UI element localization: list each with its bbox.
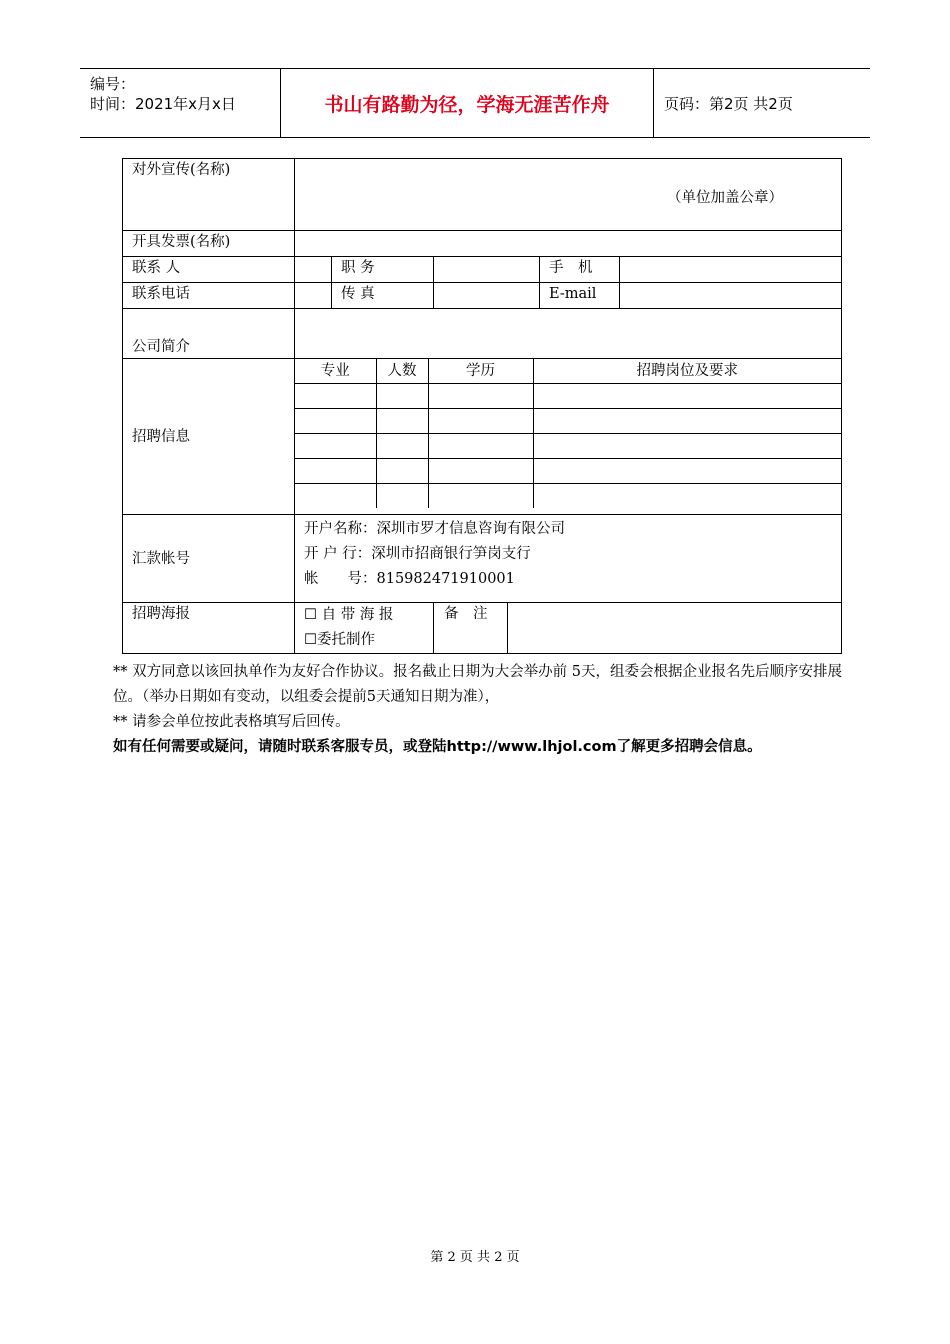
mobile-label: 手 机: [540, 257, 620, 283]
notes: [113, 660, 853, 760]
recruit-cell[interactable]: [533, 434, 841, 459]
phone-field[interactable]: [295, 283, 332, 309]
seal-note: （单位加盖公章）: [667, 190, 783, 206]
recruit-cell[interactable]: [376, 409, 428, 434]
note-contact: 如有任何需要或疑问，请随时联系客服专员，或登陆http://www.lhjol.com了解更多招聘会信息。: [113, 739, 762, 755]
recruit-cell[interactable]: [376, 484, 428, 509]
invoice-label: 开具发票(名称): [123, 231, 295, 257]
recruit-cell[interactable]: [376, 384, 428, 409]
recruit-cell[interactable]: [295, 409, 376, 434]
contact-label: 联系 人: [123, 257, 295, 283]
header-number: 编号：: [90, 75, 136, 93]
phone-label: 联系电话: [123, 283, 295, 309]
recruit-cell[interactable]: [533, 459, 841, 484]
poster-self-checkbox[interactable]: ☐ 自 带 海 报: [304, 607, 394, 623]
remit-label: [123, 515, 295, 603]
position-label: 职 务: [332, 257, 434, 283]
contact-field[interactable]: [295, 257, 332, 283]
recruit-header-education: 学历: [428, 359, 533, 384]
account-name: 开户名称：深圳市罗才信息咨询有限公司: [304, 521, 565, 537]
note-agreement: ** 双方同意以该回执单作为友好合作协议。报名截止日期为大会举办前 5天，组委会根据企业报名先后顺序安排展位。（举办日期如有变动，以组委会提前5天通知日期为准），: [113, 664, 842, 705]
recruit-cell[interactable]: [428, 384, 533, 409]
recruit-cell[interactable]: [376, 434, 428, 459]
header-meta: [80, 69, 281, 137]
recruit-cell[interactable]: [295, 484, 376, 509]
remark-field[interactable]: [508, 603, 841, 653]
recruit-cell[interactable]: [428, 409, 533, 434]
fax-field[interactable]: [434, 283, 540, 309]
recruit-cell[interactable]: [295, 384, 376, 409]
position-field[interactable]: [434, 257, 540, 283]
page-footer: 第 2 页 共 2 页: [430, 1250, 520, 1265]
recruit-row: [295, 384, 841, 409]
promo-name-field[interactable]: [295, 159, 842, 231]
recruit-cell[interactable]: [428, 459, 533, 484]
invoice-name-field[interactable]: [295, 231, 842, 257]
recruit-row: [295, 434, 841, 459]
registration-form: [122, 158, 842, 654]
recruit-cell[interactable]: [376, 459, 428, 484]
remit-info: [295, 515, 842, 603]
recruit-row: [295, 484, 841, 509]
header-page-number: 页码：第2页 共2页: [664, 94, 793, 113]
recruit-cell[interactable]: [428, 434, 533, 459]
fax-label: 传 真: [332, 283, 434, 309]
recruit-header-requirements: 招聘岗位及要求: [533, 359, 841, 384]
recruit-row: [295, 459, 841, 484]
account-number: 帐 号：815982471910001: [304, 571, 515, 587]
poster-commission-checkbox[interactable]: ☐委托制作: [304, 632, 375, 648]
header-motto: 书山有路勤为径，学海无涯苦作舟: [281, 69, 654, 137]
recruit-cell[interactable]: [428, 484, 533, 509]
recruit-grid-cell: [295, 359, 842, 515]
recruit-cell[interactable]: [295, 459, 376, 484]
intro-field[interactable]: [295, 309, 842, 359]
recruit-label: [123, 359, 295, 515]
remark-label: 备 注: [434, 603, 508, 653]
intro-label-text: 公司简介: [132, 339, 190, 355]
remit-label-text: 汇款帐号: [132, 550, 190, 567]
recruit-row: [295, 409, 841, 434]
intro-label: [123, 309, 295, 359]
remark-cell: [434, 603, 842, 654]
poster-label: 招聘海报: [123, 603, 295, 654]
poster-options: [295, 603, 434, 654]
email-field[interactable]: [620, 283, 842, 309]
note-return: ** 请参会单位按此表格填写后回传。: [113, 714, 350, 730]
recruit-cell[interactable]: [533, 384, 841, 409]
recruit-cell[interactable]: [533, 484, 841, 509]
recruit-cell[interactable]: [533, 409, 841, 434]
recruit-cell[interactable]: [295, 434, 376, 459]
recruit-header-row: [295, 359, 841, 384]
mobile-field[interactable]: [620, 257, 842, 283]
recruit-header-count: 人数: [376, 359, 428, 384]
page-header: [80, 68, 870, 138]
recruit-grid: [295, 359, 841, 508]
recruit-label-text: 招聘信息: [132, 428, 190, 445]
recruit-header-major: 专业: [295, 359, 376, 384]
header-time: 时间：2021年x月x日: [90, 95, 236, 113]
promo-label: 对外宣传(名称): [123, 159, 295, 231]
email-label: E-mail: [540, 283, 620, 309]
account-bank: 开 户 行：深圳市招商银行笋岗支行: [304, 546, 531, 562]
